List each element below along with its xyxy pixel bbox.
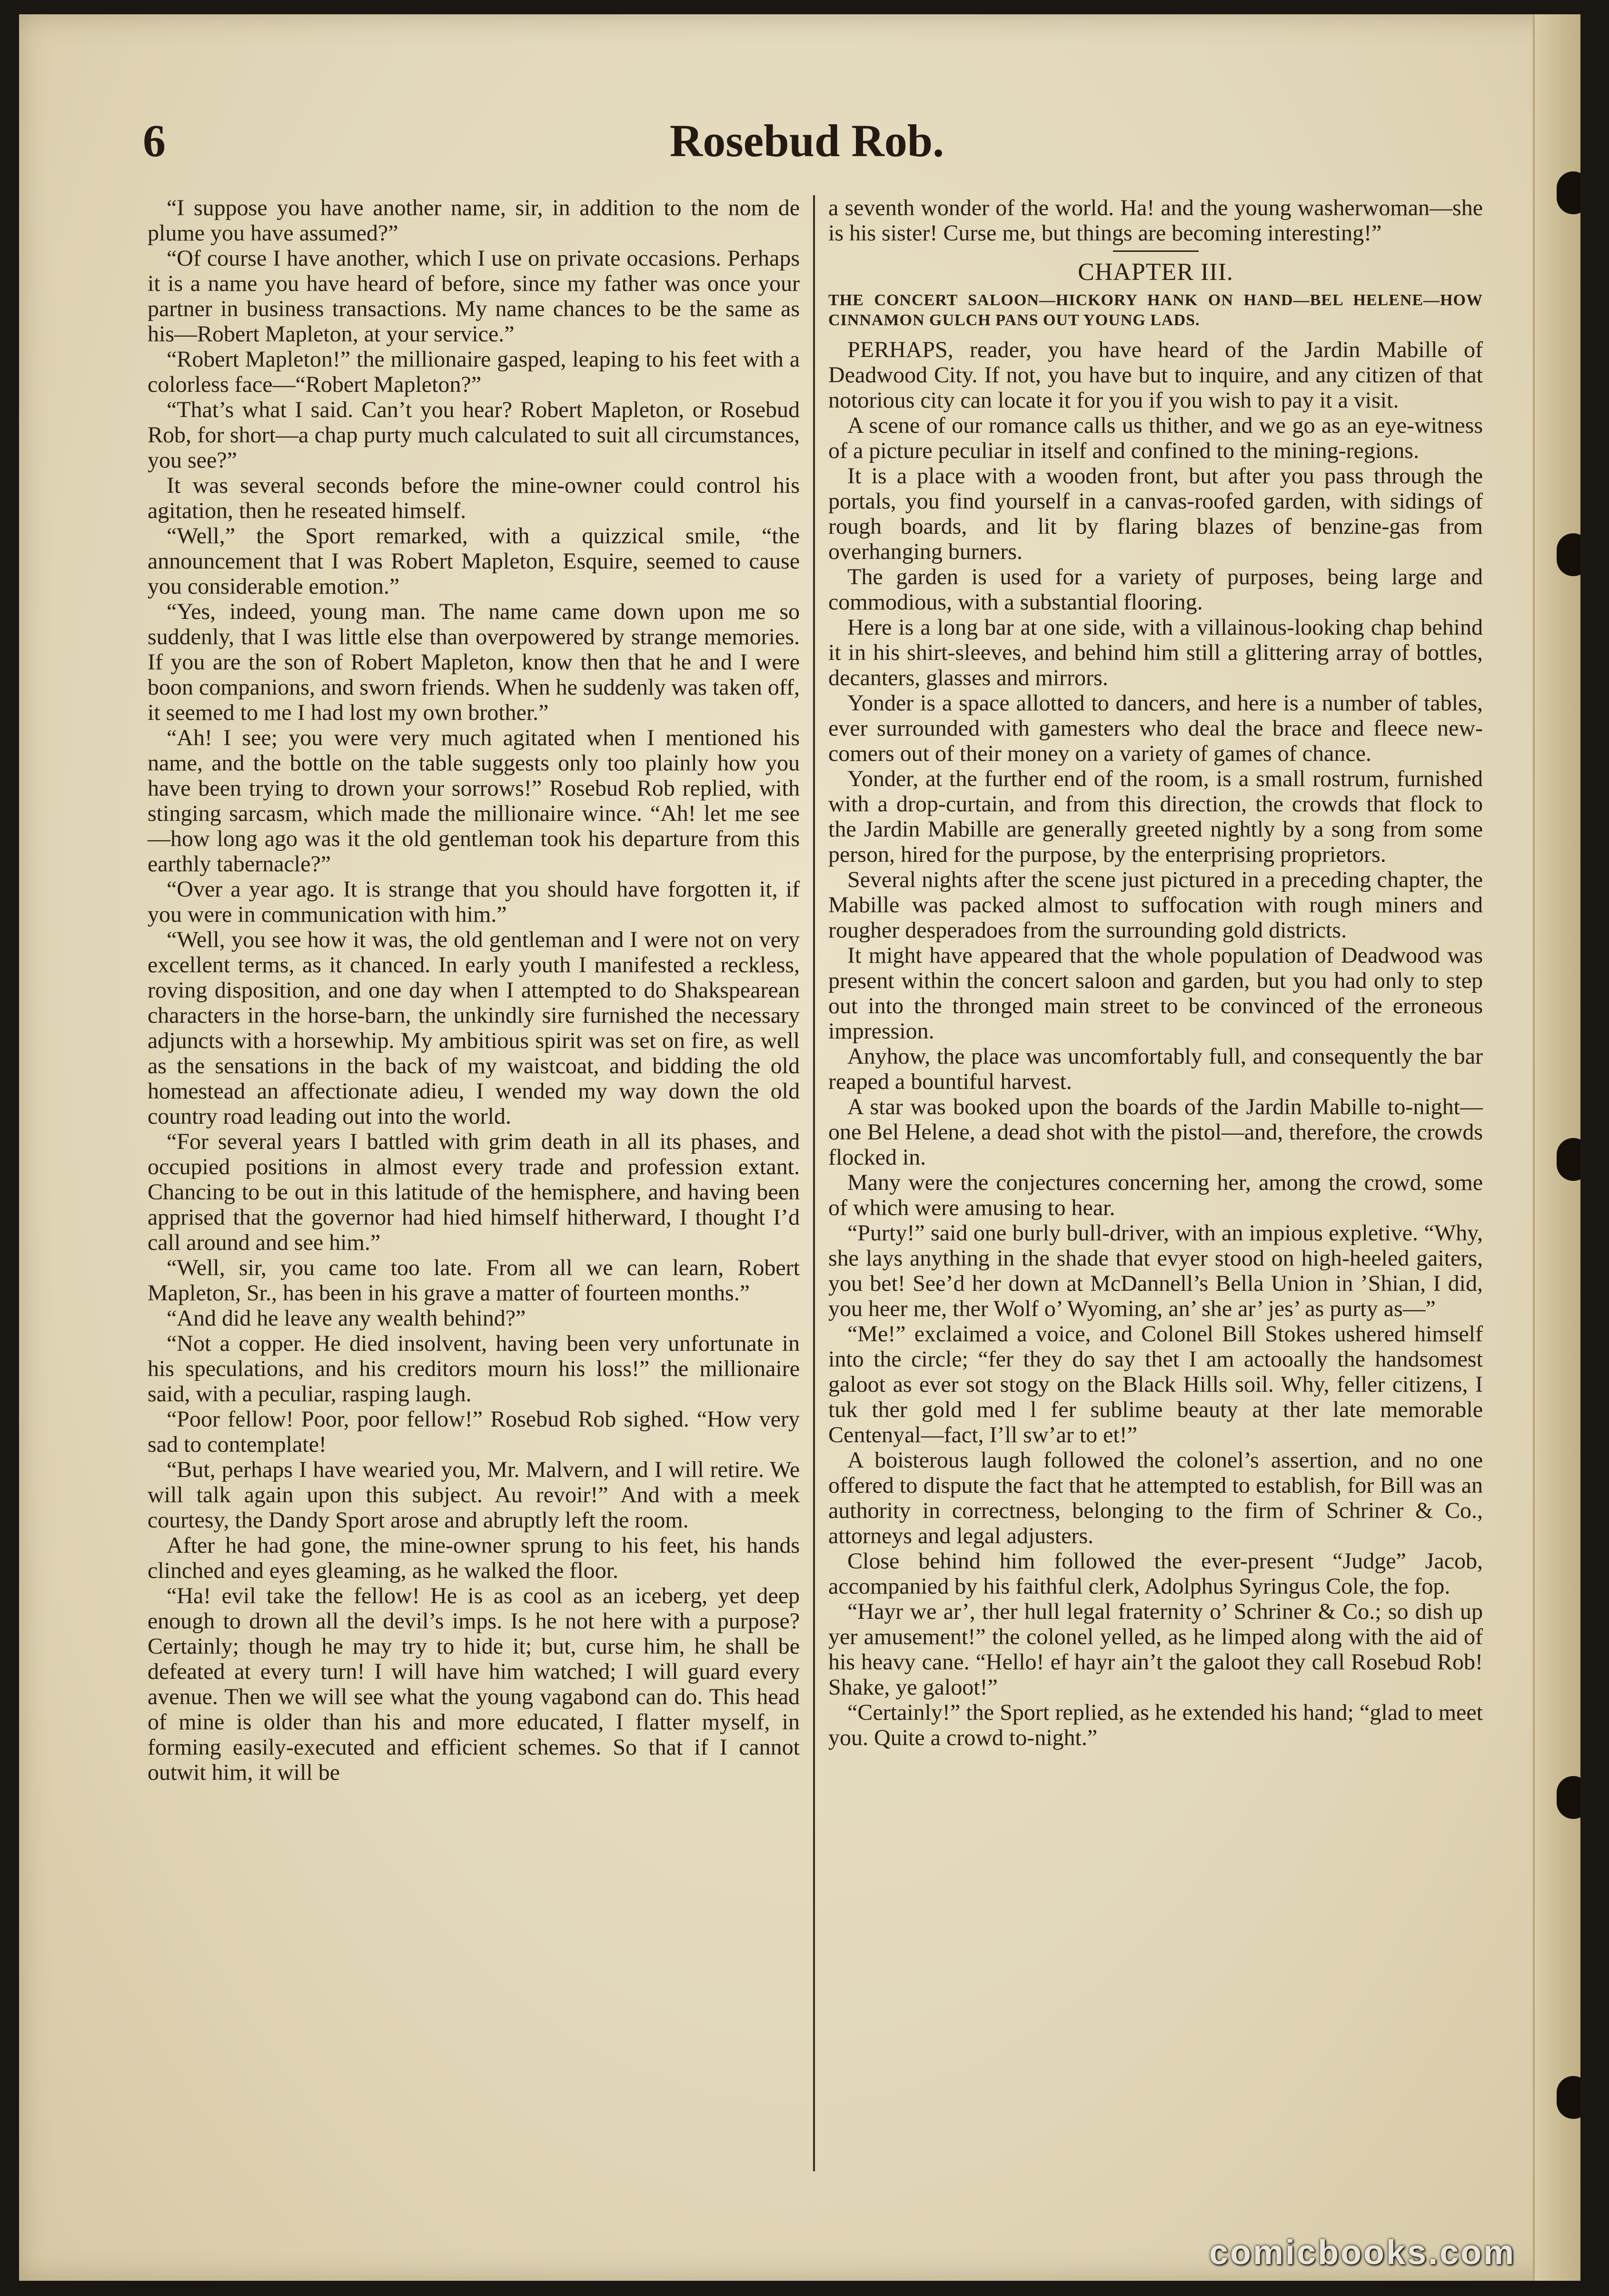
paragraph: Yonder, at the further end of the room, is a small rostrum, furnished with a drop-curtain, and from this direction, the crowds that flock to the Jardin Mabille are generally greeted nightly by a song from some person, hired for the purpose, by the enterprising proprietors. (828, 766, 1483, 867)
paragraph: Anyhow, the place was uncomfortably full, and consequently the bar reaped a bountiful harvest. (828, 1044, 1483, 1094)
paragraph: The garden is used for a variety of purposes, being large and commodious, with a substantial flooring. (828, 564, 1483, 615)
chapter-summary: THE CONCERT SALOON—HICKORY HANK ON HAND—BEL HELENE—HOW CINNAMON GULCH PANS OUT YOUNG LADS. (828, 291, 1483, 329)
paragraph: “For several years I battled with grim death in all its phases, and occupied positions in almost every trade and profession extant. Chancing to be out in this latitude of the hemisphere, and having been apprised that the governor had hied himself hitherward, I thought I’d call around and see him.” (148, 1129, 800, 1255)
paragraph: Close behind him followed the ever-present “Judge” Jacob, accompanied by his faithful clerk, Adolphus Syringus Cole, the fop. (828, 1548, 1483, 1599)
paragraph: “I suppose you have another name, sir, in addition to the nom de plume you have assumed?” (148, 195, 800, 246)
paragraph: “Yes, indeed, young man. The name came down upon me so suddenly, that I was little else than overpowered by strange memories. If you are the son of Robert Mapleton, know then that he and I were boon companions, and sworn friends. When he suddenly was taken off, it seemed to me I had lost my own brother.” (148, 599, 800, 725)
paragraph: “Poor fellow! Poor, poor fellow!” Rosebud Rob sighed. “How very sad to contemplate! (148, 1407, 800, 1457)
paragraph: Yonder is a space allotted to dancers, and here is a number of tables, ever surrounded with gamesters who deal the brace and fleece new-comers out of their money on a variety of games of chance. (828, 690, 1483, 766)
page-number: 6 (143, 115, 166, 166)
paragraph: Many were the conjectures concerning her, among the crowd, some of which were amusing to hear. (828, 1170, 1483, 1220)
paragraph: “Of course I have another, which I use on private occasions. Perhaps it is a name you have heard of before, since my father was once your partner in business transactions. My name chances to be the same as his—Robert Mapleton, at your service.” (148, 246, 800, 347)
paragraph: Several nights after the scene just pictured in a preceding chapter, the Mabille was packed almost to suffocation with rough miners and rougher desperadoes from the surrounding gold districts. (828, 867, 1483, 943)
paragraph: “Hayr we ar’, ther hull legal fraternity o’ Schriner & Co.; so dish up yer amusement!” the colonel yelled, as he limped along with the aid of his heavy cane. “Hello! ef hayr ain’t the galoot they call Rosebud Rob! Shake, ye galoot!” (828, 1599, 1483, 1700)
paragraph: PERHAPS, reader, you have heard of the Jardin Mabille of Deadwood City. If not, you have but to inquire, and any citizen of that notorious city can locate it for you if you wish to pay it a visit. (828, 337, 1483, 413)
page-title: Rosebud Rob. (669, 115, 944, 166)
paragraph: It was several seconds before the mine-owner could control his agitation, then he reseated himself. (148, 473, 800, 523)
paragraph: “And did he leave any wealth behind?” (167, 1306, 526, 1331)
column-divider (813, 195, 815, 2171)
paragraph: “Robert Mapleton!” the millionaire gasped, leaping to his feet with a colorless face—“Robert Mapleton?” (148, 347, 800, 397)
paragraph: “Well, sir, you came too late. From all we can learn, Robert Mapleton, Sr., has been in his grave a matter of fourteen months.” (148, 1255, 800, 1306)
paragraph: “Ah! I see; you were very much agitated when I mentioned his name, and the bottle on the table suggests only too plainly how you have been trying to drown your sorrows!” Rosebud Rob replied, with stinging sarcasm, which made the millionaire wince. “Ah! let me see—how long ago was it the old gentleman took his departure from this earthly tabernacle?” (148, 725, 800, 877)
left-column (148, 195, 800, 2195)
chapter-title: CHAPTER III. (1078, 259, 1233, 286)
paragraph: A star was booked upon the boards of the Jardin Mabille to-night—one Bel Helene, a dead shot with the pistol—and, therefore, the crowds flocked in. (828, 1094, 1483, 1170)
chapter-rule (1113, 250, 1199, 252)
paragraph: “Well, you see how it was, the old gentleman and I were not on very excellent terms, as it chanced. In early youth I manifested a reckless, roving disposition, and one day when I attempted to do Shakspearean characters in the horse-barn, the unkindly sire furnished the necessary adjuncts with a horsewhip. My ambitious spirit was set on fire, as well as the sensations in the back of my waistcoat, and bidding the old homestead an affectionate adieu, I wended my way down the old country road leading out into the world. (148, 927, 800, 1129)
paragraph: “That’s what I said. Can’t you hear? Robert Mapleton, or Rosebud Rob, for short—a chap purty much calculated to suit all circumstances, you see?” (148, 397, 800, 473)
right-column (828, 195, 1483, 2195)
binding-hole (1557, 171, 1580, 214)
paragraph: Here is a long bar at one side, with a villainous-looking chap behind it in his shirt-sleeves, and behind him still a glittering array of bottles, decanters, glasses and mirrors. (828, 615, 1483, 690)
paragraph: It is a place with a wooden front, but after you pass through the portals, you find yourself in a canvas-roofed garden, with sidings of rough boards, and lit by flaring blazes of benzine-gas from overhanging burners. (828, 463, 1483, 564)
watermark: comicbooks.com (1209, 2234, 1516, 2272)
paragraph: A scene of our romance calls us thither, and we go as an eye-witness of a picture peculiar in itself and confined to the mining-regions. (828, 413, 1483, 463)
binding-hole (1557, 533, 1580, 576)
right-column-body (828, 337, 1483, 1750)
paragraph: “Me!” exclaimed a voice, and Colonel Bill Stokes ushered himself into the circle; “fer they do say thet I am actooally the handsomest galoot as ever sot stogy on the Black Hills soil. Why, feller citizens, I tuk ther gold med l fer sublime beauty at ther late memorable Centenyal—fact, I’ll sw’ar to et!” (828, 1321, 1483, 1447)
paragraph: “Purty!” said one burly bull-driver, with an impious expletive. “Why, she lays anything in the shade that evyer stood on high-heeled gaiters, you bet! See’d her down at McDannell’s Bella Union in ’Shian, I did, you heer me, ther Wolf o’ Wyoming, an’ she ar’ jes’ as purty as—” (828, 1220, 1483, 1321)
paragraph: “Well,” the Sport remarked, with a quizzical smile, “the announcement that I was Robert Mapleton, Esquire, seemed to cause you considerable emotion.” (148, 523, 800, 599)
page-header (143, 114, 1471, 186)
binding-hole (1557, 2076, 1580, 2119)
paragraph: “Over a year ago. It is strange that you should have forgotten it, if you were in communication with him.” (148, 877, 800, 927)
paragraph: “But, perhaps I have wearied you, Mr. Malvern, and I will retire. We will talk again upon this subject. Au revoir!” And with a meek courtesy, the Dandy Sport arose and abruptly left the room. (148, 1457, 800, 1533)
paragraph: It might have appeared that the whole population of Deadwood was present within the concert saloon and garden, but you had only to step out into the thronged main street to be convinced of the erroneous impression. (828, 943, 1483, 1044)
paragraph: “Not a copper. He died insolvent, having been very unfortunate in his speculations, and his creditors mourn his loss!” the millionaire said, with a peculiar, rasping laugh. (148, 1331, 800, 1407)
paragraph: A boisterous laugh followed the colonel’s assertion, and no one offered to dispute the fact that he attempted to establish, for Bill was an authority in correctness, belonging to the firm of Schriner & Co., attorneys and legal adjusters. (828, 1447, 1483, 1548)
binding-hole (1557, 1138, 1580, 1181)
paragraph: “Ha! evil take the fellow! He is as cool as an iceberg, yet deep enough to drown all the devil’s imps. Is he not here with a purpose? Certainly; though he may try to hide it; but, curse him, he shall be defeated at every turn! I will have him watched; I will guard every avenue. Then we will see what the young vagabond can do. This head of mine is older than his and more educated, I flatter myself, in forming easily-executed and efficient schemes. So that if I cannot outwit him, it will be (148, 1583, 800, 1785)
binding-hole (1557, 1776, 1580, 1819)
newspaper-page (19, 14, 1580, 2281)
paragraph: a seventh wonder of the world. Ha! and the young washerwoman—she is his sister! Curse me, but things are becoming interesting!” (828, 195, 1483, 246)
paragraph: After he had gone, the mine-owner sprung to his feet, his hands clinched and eyes gleaming, as he walked the floor. (148, 1533, 800, 1583)
paragraph: “Certainly!” the Sport replied, as he extended his hand; “glad to meet you. Quite a crowd to-night.” (828, 1700, 1483, 1750)
